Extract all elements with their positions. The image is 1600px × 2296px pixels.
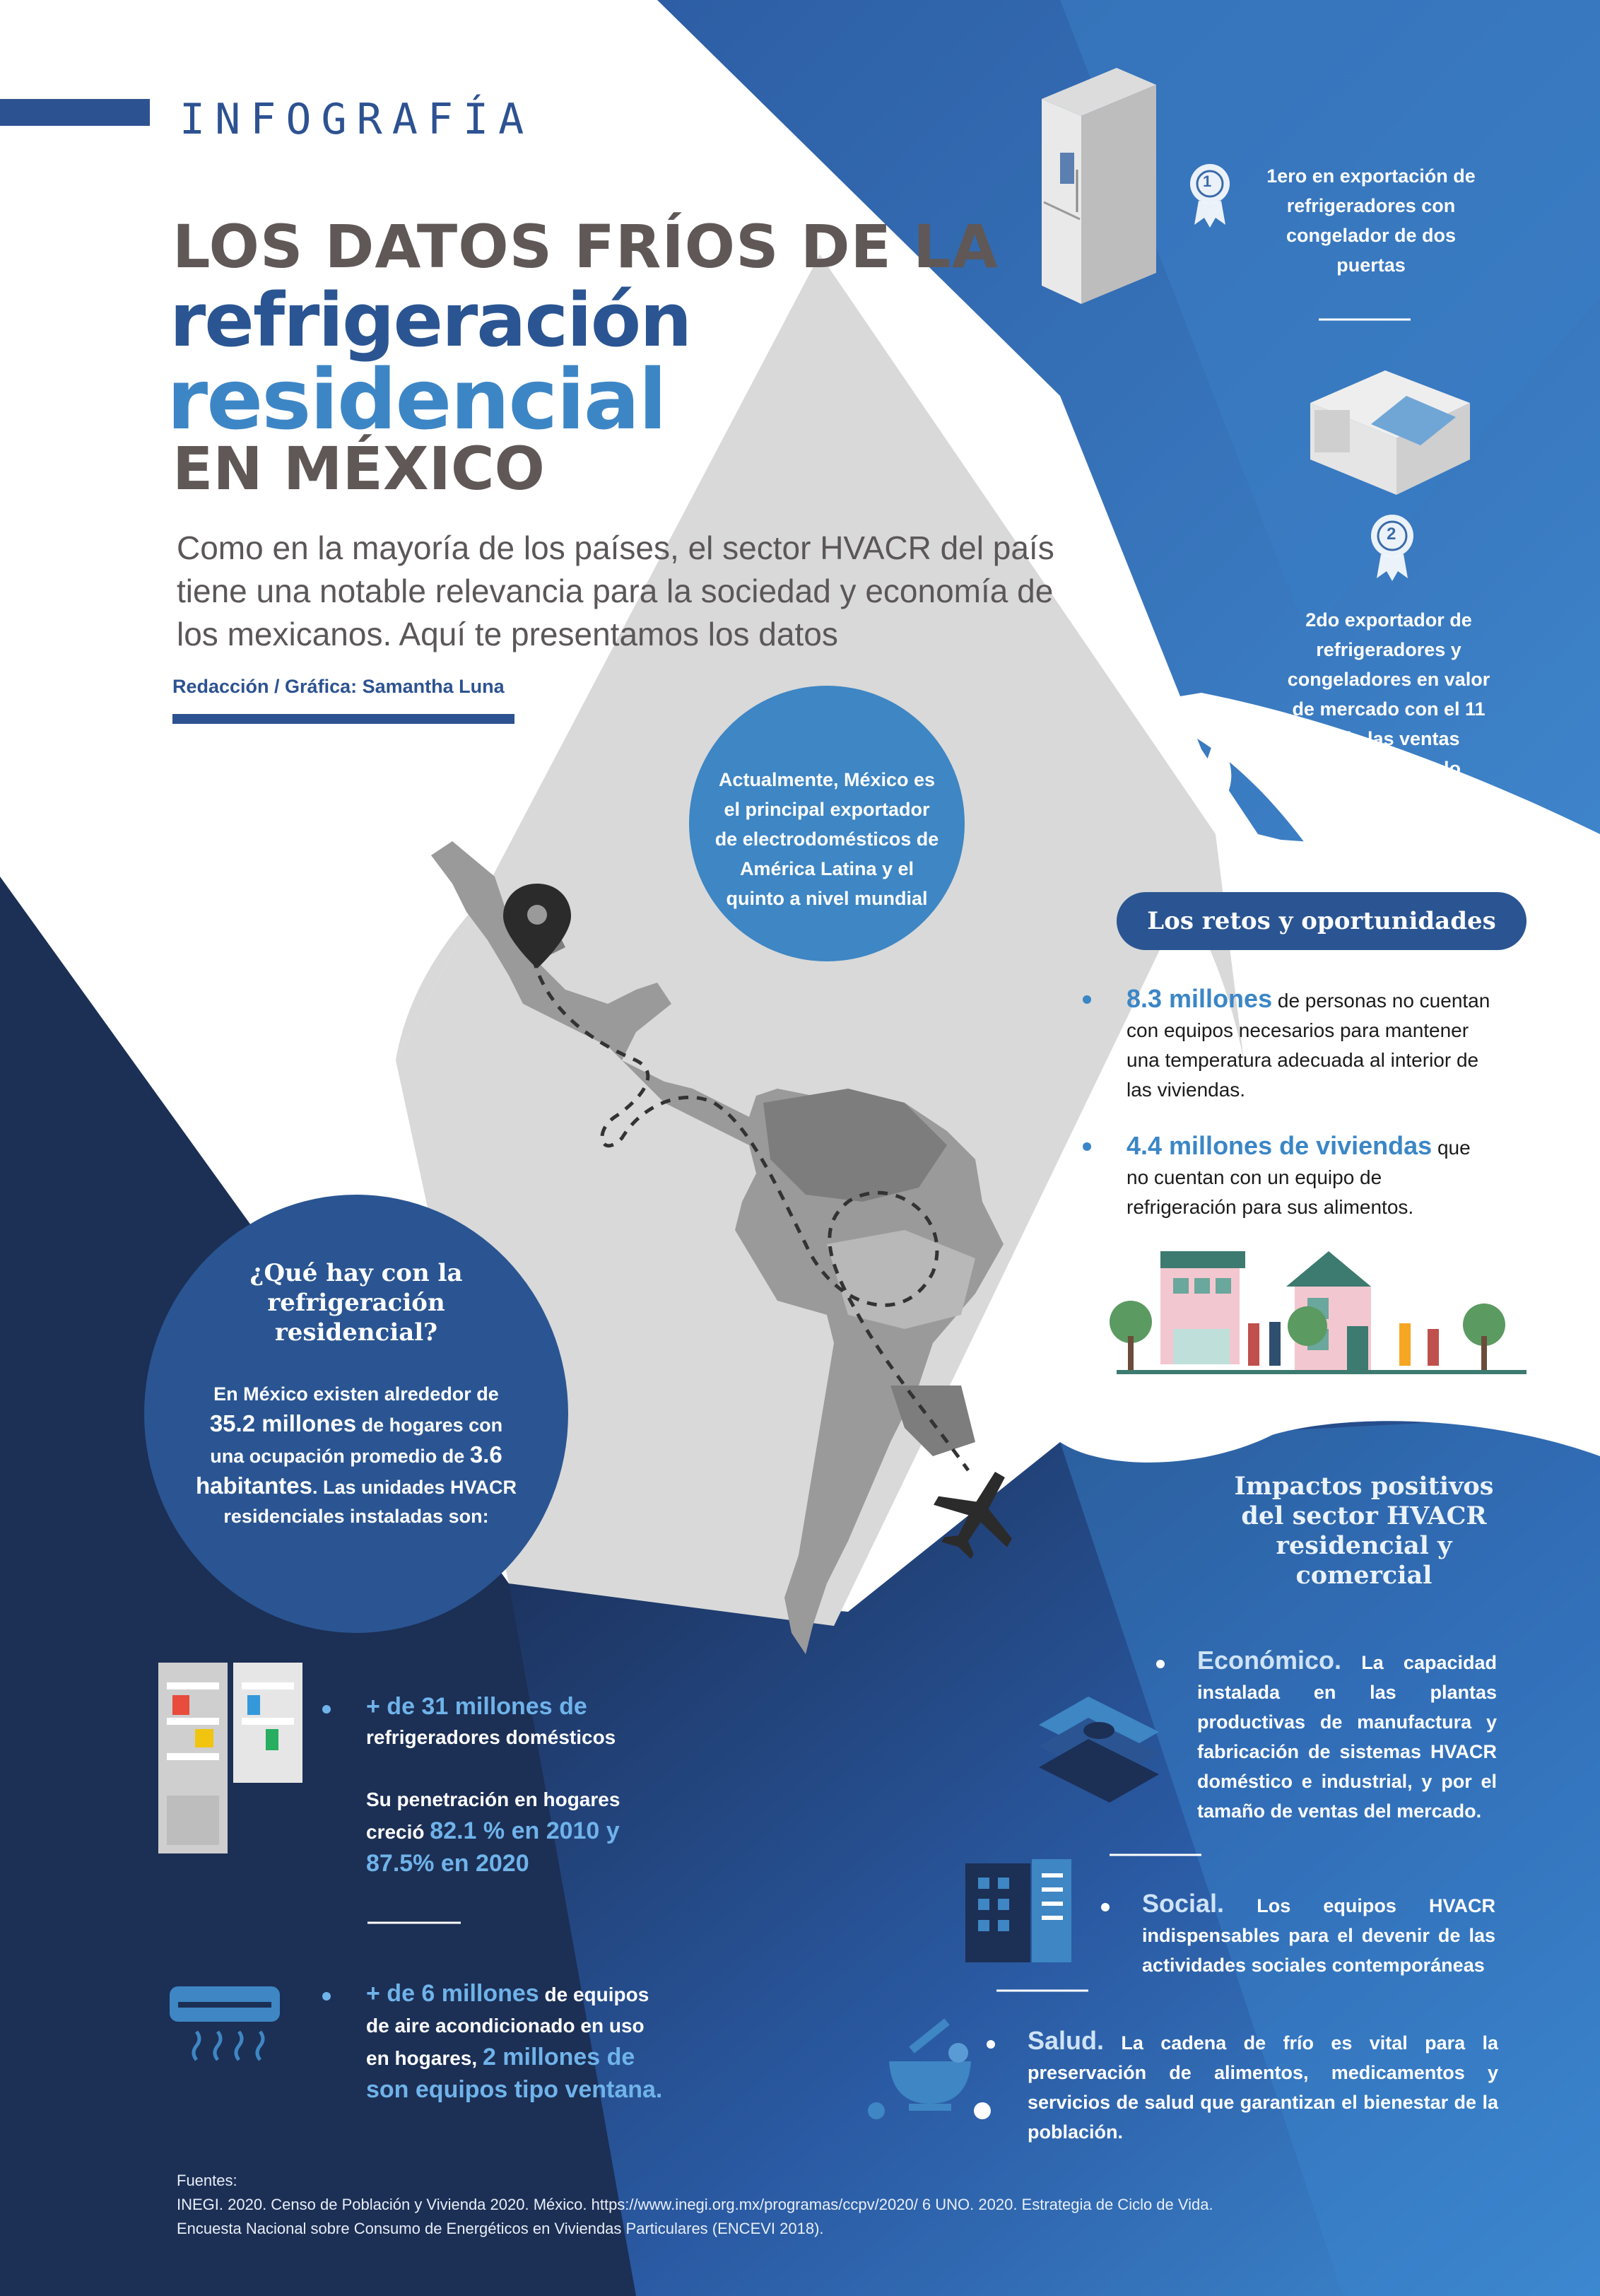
fridge-stat-2 [366, 1784, 663, 1880]
residential-text-a: En México existen alrededor de [213, 1383, 499, 1405]
challenge-1-highlight: 8.3 millones [1127, 984, 1273, 1013]
challenge-1-text: de personas no cuentan con equipos necesarios para mantener una temperatura adecuada al interior de las viviendas. [1127, 990, 1490, 1101]
fridge-count: + de 31 millones de [366, 1693, 587, 1720]
sources-line-2: Encuesta Nacional sobre Consumo de Energéticos en Viviendas Particulares (ENCEVI 2018). [177, 2220, 824, 2237]
impact-economic-label: Económico. [1197, 1646, 1342, 1675]
sources-label: Fuentes: [177, 2172, 237, 2189]
badge-1-number: 1 [1203, 172, 1212, 190]
residential-homes: 35.2 millones [209, 1410, 357, 1436]
impact-economic [1197, 1646, 1497, 1826]
ac-text: de equipos de aire acondicionado en uso en hogares, [366, 1984, 649, 2069]
impact-health-text: La cadena de frío es vital para la preservación de alimentos, medicamentos y servicios de salud que garantizan el bienestar de la población. [1028, 2032, 1498, 2143]
title-line-1: LOS DATOS FRÍOS DE LA [172, 212, 999, 281]
export-circle [689, 686, 965, 961]
residential-circle [144, 1195, 568, 1633]
residential-text-c: de hogares con una ocupación promedio de [210, 1414, 503, 1467]
impact-health [1028, 2026, 1498, 2147]
challenge-2-highlight: 4.4 millones de viviendas [1127, 1131, 1433, 1160]
impact-social-label: Social. [1142, 1889, 1225, 1918]
impact-social [1142, 1889, 1495, 1980]
bullet-dot [1156, 1660, 1165, 1668]
bullet-dot [322, 1992, 331, 2001]
ac-count: + de 6 millones [366, 1980, 539, 2007]
ranking-1-text: 1ero en exportación de refrigeradores con congelador de dos puertas [1266, 165, 1476, 276]
fridge-count-label: refrigeradores domésticos [366, 1726, 616, 1748]
ac-stat [366, 1978, 663, 2107]
residential-paragraph [194, 1380, 519, 1531]
impact-economic-text: La capacidad instalada en las plantas productivas de manufactura y fabricación de sistemas HVACR doméstico e industrial, y por el tamaño de ventas del mercado. [1197, 1652, 1497, 1822]
bullet-dot [1083, 995, 1091, 1004]
fridge-penetration-text: Su penetración en hogares creció [366, 1788, 620, 1843]
bullet-dot [987, 2040, 995, 2049]
challenges-title-pill [1117, 892, 1527, 950]
credit-bar [172, 714, 514, 724]
fridge-stat-1 [366, 1691, 663, 1753]
impact-health-label: Salud. [1028, 2026, 1105, 2055]
ranking-2-text: 2do exportador de refrigeradores y congeladores en valor de mercado con el 11 % de las ventas mundiales, solo detrás de China [1287, 609, 1490, 809]
bullet-dot [1101, 1903, 1110, 1911]
intro-paragraph: Como en la mayoría de los países, el sector HVACR del país tiene una notable relevancia para la sociedad y economía de los mexicanos. Aquí te presentamos los datos [177, 529, 1054, 652]
kicker-label: INFOGRAFÍA [180, 95, 534, 144]
fridge-penetration-values: 82.1 % en 2010 y 87.5% en 2020 [366, 1817, 620, 1877]
bullet-dot [322, 1705, 331, 1714]
challenge-item-2 [1127, 1131, 1494, 1222]
title-line-2: refrigeración [170, 277, 691, 363]
title-line-4: EN MÉXICO [172, 434, 545, 503]
sources-block [177, 2169, 1378, 2241]
impact-social-text: Los equipos HVACR indispensables para el devenir de las actividades sociales contemporáneas [1142, 1895, 1495, 1976]
impacts-title: Impactos positivos del sector HVACR residencial y comercial [1234, 1472, 1494, 1590]
export-circle-text: Actualmente, México es el principal exportador de electrodomésticos de América Latina y el quinto a nivel mundial [714, 769, 939, 909]
badge-2-number: 2 [1387, 525, 1396, 544]
residential-occupancy: 3.6 habitantes [195, 1441, 502, 1499]
residential-text-e: . Las unidades HVACR residenciales instaladas son: [223, 1477, 517, 1527]
challenges-title: Los retos y oportunidades [1147, 907, 1496, 935]
ac-window-count: 2 millones de son equipos tipo ventana. [366, 2044, 663, 2103]
kicker-bar [0, 99, 150, 126]
residential-title: ¿Qué hay con la refrigeración residencial? [249, 1259, 463, 1347]
title-line-3: residencial [167, 351, 666, 448]
bullet-dot [1083, 1142, 1091, 1151]
challenge-2-text: que no cuentan con un equipo de refrigeración para sus alimentos. [1127, 1137, 1471, 1218]
challenge-item-1 [1127, 984, 1494, 1105]
sources-line-1: INEGI. 2020. Censo de Población y Vivienda 2020. México. https://www.inegi.org.mx/programas/ccpv/2020/ 6 UNO. 2020. Estrategia de Ciclo de Vida. [177, 2196, 1213, 2213]
credit-line: Redacción / Gráfica: Samantha Luna [172, 676, 505, 697]
